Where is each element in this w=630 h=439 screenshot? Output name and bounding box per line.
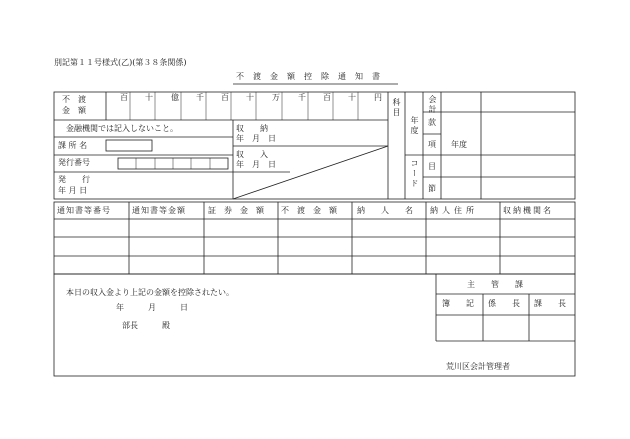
stamp-header: 主 管 課 <box>467 280 523 289</box>
digit-label: 十 <box>145 93 153 102</box>
receipt-date-label-line1: 収 納 <box>236 124 268 133</box>
issue-date-label-line1: 発 行 <box>58 175 90 184</box>
col-notice-amount: 通知書等金額 <box>132 206 186 215</box>
amount-label-line2: 金 額 <box>62 106 86 115</box>
nendo-value: 年度 <box>451 140 467 149</box>
stamp-col-manager: 課 長 <box>534 299 566 308</box>
code-label: コード <box>410 159 419 189</box>
entry-date-label-line1: 収 入 <box>236 150 268 159</box>
section-name-label: 課 所 名 <box>58 141 88 150</box>
stamp-col-bookkeeping: 簿 記 <box>442 299 474 308</box>
digit-label: 百 <box>221 93 229 102</box>
digit-label: 百 <box>120 93 128 102</box>
amount-label-line1: 不 渡 <box>62 95 86 104</box>
digit-label: 十 <box>348 93 356 102</box>
receipt-date-label-line2: 年 月 日 <box>236 134 276 143</box>
digit-label: 円 <box>374 93 382 102</box>
issue-number-label: 発行番号 <box>58 158 90 167</box>
kou-label: 項 <box>428 140 436 149</box>
entry-date-label-line2: 年 月 日 <box>236 160 276 169</box>
form-title: 不渡金額控除通知書 <box>236 72 389 81</box>
digit-label: 千 <box>298 93 306 102</box>
col-receiving-institution: 収納機関名 <box>503 206 553 215</box>
moku-label: 目 <box>428 162 436 171</box>
digit-label: 万 <box>272 93 280 102</box>
digit-label: 億 <box>171 93 179 102</box>
form-reference: 別記第１１号様式(乙)(第３８条関係) <box>54 58 187 67</box>
kaikei-label: 会計 <box>428 95 437 115</box>
col-payer-address: 納人住所 <box>430 206 478 215</box>
kan-label: 款 <box>428 118 436 127</box>
digit-label: 百 <box>323 93 331 102</box>
digit-label: 千 <box>196 93 204 102</box>
issuer-name: 荒川区会計管理者 <box>446 362 510 371</box>
bank-note: 金融機関では記入しないこと。 <box>66 124 178 133</box>
addressee: 部長 殿 <box>122 321 170 330</box>
date-line: 年 月 日 <box>116 303 188 312</box>
digit-label: 十 <box>246 93 254 102</box>
col-dishonored-amount: 不渡金額 <box>281 206 345 215</box>
deduction-message: 本日の収入金より上記の金額を控除されたい。 <box>66 288 234 297</box>
col-notice-number: 通知書等番号 <box>57 206 111 215</box>
col-securities-amount: 証券金額 <box>208 206 272 215</box>
stamp-col-chief: 係 長 <box>488 299 520 308</box>
kamoku-label: 科目 <box>392 98 401 118</box>
issue-date-label-line2: 年 月 日 <box>58 186 88 195</box>
col-payer-name: 納人名 <box>357 206 429 215</box>
setsu-label: 節 <box>428 184 436 193</box>
nendo-label: 年度 <box>410 116 419 136</box>
